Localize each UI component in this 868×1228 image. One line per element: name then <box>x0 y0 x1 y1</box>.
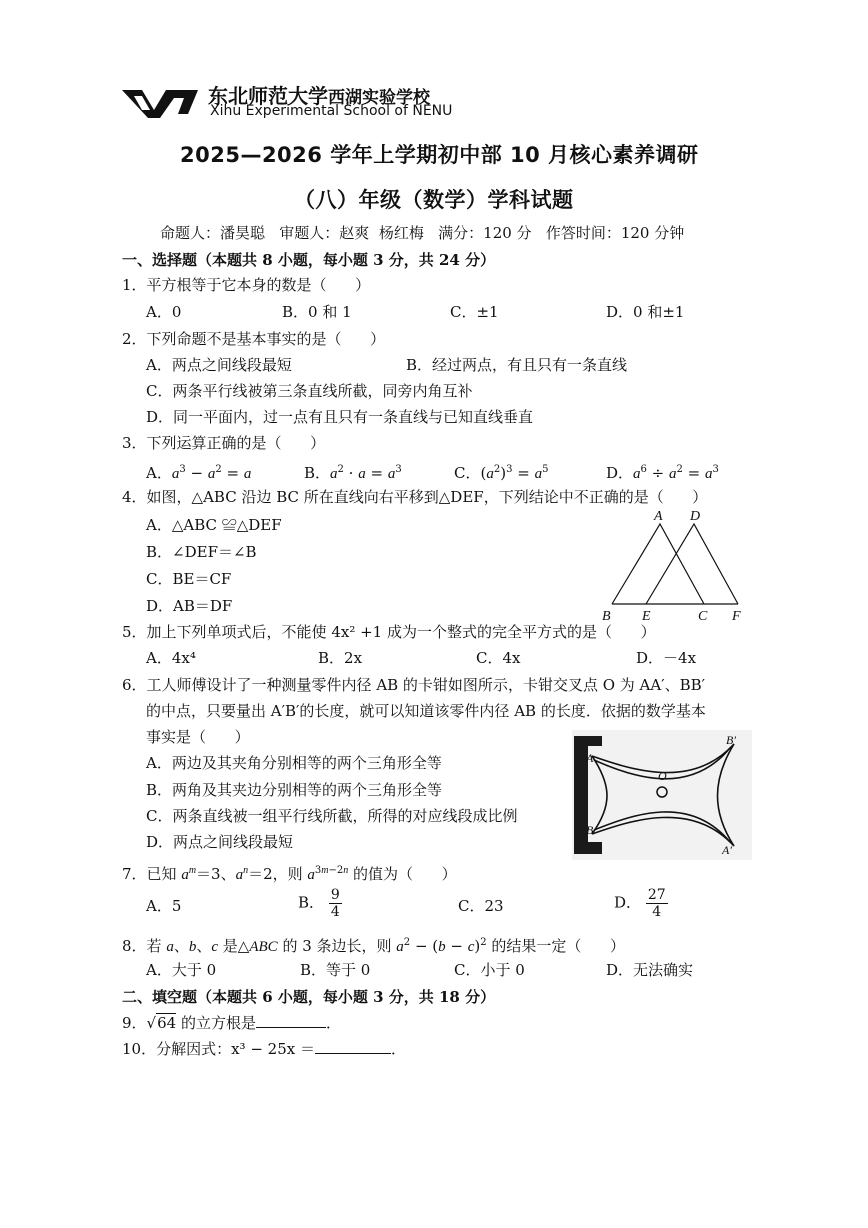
q5-option-a: A．4x⁴ <box>146 649 196 667</box>
q3-stem: 3．下列运算正确的是（ ） <box>122 434 326 452</box>
q8-option-c: C．小于 0 <box>454 961 525 979</box>
q8-option-b: B．等于 0 <box>300 961 371 979</box>
q9-answer-blank[interactable] <box>256 1013 326 1028</box>
q5-option-c: C．4x <box>476 649 521 667</box>
q6-option-c: C．两条直线被一组平行线所截，所得的对应线段成比例 <box>146 807 518 825</box>
q4-option-c: C．BE＝CF <box>146 570 232 588</box>
logo-mark-icon <box>120 80 200 120</box>
q10-text: 10．分解因式：x³ − 25x ＝ <box>122 1040 315 1058</box>
q7-b-fraction <box>329 887 342 920</box>
q1-option-b: B．0 和 1 <box>282 303 352 321</box>
q1-option-d: D．0 和±1 <box>606 303 685 321</box>
q6-stem-line2: 的中点，只要量出 A′B′的长度，就可以知道该零件内径 AB 的长度．依据的数学基本 <box>146 702 706 720</box>
section1-title: 一、选择题（本题共 8 小题，每小题 3 分，共 24 分） <box>122 251 496 269</box>
section2-title: 二、填空题（本题共 6 小题，每小题 3 分，共 18 分） <box>122 988 496 1006</box>
q7-option-b <box>298 887 342 920</box>
triangle-abc <box>612 524 704 604</box>
q9-radicand: 64 <box>157 1014 177 1032</box>
q8-stem: 8．若 a、b、c 是△ABC 的 3 条边长，则 $a^2 - (b - c)^2$ 的结果一定（ ） <box>122 937 626 955</box>
q9-end: ． <box>326 1014 342 1032</box>
q7-option-c: C．23 <box>458 897 504 915</box>
q2-stem: 2．下列命题不是基本事实的是（ ） <box>122 330 386 348</box>
q9-text: 的立方根是 <box>180 1014 256 1032</box>
q7-option-d <box>614 887 668 920</box>
q9-line <box>122 1013 341 1033</box>
q6-stem-line3: 事实是（ ） <box>146 728 250 746</box>
q3-option-d: D．$a^6 \div a^2 = a^3$ <box>606 464 719 482</box>
caliper-label-o: O <box>658 769 667 783</box>
q4-triangle-figure <box>598 508 758 628</box>
caliper-label-a: A <box>586 751 594 765</box>
label-e: E <box>642 609 651 624</box>
q6-option-b: B．两角及其夹边分别相等的两个三角形全等 <box>146 781 443 799</box>
q5-option-d: D．－4x <box>636 649 697 667</box>
q6-option-a: A．两边及其夹角分别相等的两个三角形全等 <box>146 754 442 772</box>
label-c: C <box>698 609 708 624</box>
q2-option-b: B．经过两点，有且只有一条直线 <box>406 356 628 374</box>
label-f: F <box>732 609 741 624</box>
exam-meta: 命题人：潘昊聪 审题人：赵爽 杨红梅 满分：120 分 作答时间：120 分钟 <box>160 224 685 242</box>
q7-stem: 7．已知 $a^m=3$、$a^n=2$，则 $a^{3m-2n}$ 的值为（ ） <box>122 865 457 883</box>
q1-option-c: C．±1 <box>450 303 499 321</box>
q7-d-fraction <box>646 887 668 920</box>
q4-option-d: D．AB＝DF <box>146 597 233 615</box>
q7-b-label: B． <box>298 893 325 912</box>
q10-line <box>122 1039 406 1059</box>
q4-option-b: B．∠DEF＝∠B <box>146 543 257 561</box>
q5-option-b: B．2x <box>318 649 363 667</box>
q3-option-b: B．$a^2 \cdot a = a^3$ <box>304 464 402 482</box>
q10-end: ． <box>390 1040 406 1058</box>
triangle-def <box>646 524 738 604</box>
q2-option-c: C．两条平行线被第三条直线所截，同旁内角互补 <box>146 382 473 400</box>
caliper-label-b: B <box>586 823 594 837</box>
part-background <box>572 730 752 860</box>
q7-d-num: 27 <box>647 887 666 903</box>
q7-option-a: A．5 <box>146 897 182 915</box>
q9-number: 9． <box>122 1014 147 1032</box>
q2-option-a: A．两点之间线段最短 <box>146 356 292 374</box>
q10-answer-blank[interactable] <box>315 1039 391 1054</box>
q8-option-a: A．大于 0 <box>146 961 217 979</box>
exam-title-line2: （八）年级（数学）学科试题 <box>294 188 574 212</box>
school-name-sub: 西湖实验学校 <box>328 88 430 108</box>
q2-option-d: D．同一平面内，过一点有且只有一条直线与已知直线垂直 <box>146 408 534 426</box>
q7-b-num: 9 <box>330 887 340 903</box>
q1-option-a: A．0 <box>146 303 182 321</box>
label-b: B <box>602 609 611 624</box>
label-a: A <box>654 509 663 524</box>
q6-option-d: D．两点之间线段最短 <box>146 833 294 851</box>
q3-option-a: A．$a^3 - a^2 = a$ <box>146 464 252 482</box>
q7-d-label: D． <box>614 893 642 912</box>
caliper-label-b-prime: B′ <box>726 733 736 747</box>
q7-d-den: 4 <box>652 904 662 920</box>
q6-caliper-figure <box>572 730 752 860</box>
q5-stem: 5．加上下列单项式后，不能使 4x² +1 成为一个整式的完全平方式的是（ ） <box>122 623 656 641</box>
q4-option-a: A．△ABC ≌△DEF <box>146 516 282 534</box>
exam-title-line1: 2025—2026 学年上学期初中部 10 月核心素养调研 <box>180 143 699 167</box>
q8-option-d: D．无法确实 <box>606 961 694 979</box>
school-name-main: 东北师范大学 <box>208 84 328 108</box>
q4-stem: 4．如图，△ABC 沿边 BC 所在直线向右平移到△DEF，下列结论中不正确的是（ ） <box>122 488 708 506</box>
q6-stem-line1: 6．工人师傅设计了一种测量零件内径 AB 的卡钳如图所示，卡钳交叉点 O 为 AA′、BB′ <box>122 676 706 694</box>
caliper-label-a-prime: A′ <box>722 843 732 857</box>
school-name-en: Xihu Experimental School of NENU <box>210 103 453 119</box>
q3-option-c: C．$(a^2)^3 = a^5$ <box>454 464 549 482</box>
label-d: D <box>690 509 701 524</box>
q1-stem: 1．平方根等于它本身的数是（ ） <box>122 276 371 294</box>
sqrt-icon: √ <box>146 1014 157 1032</box>
q7-b-den: 4 <box>330 904 340 920</box>
school-logo <box>120 80 200 120</box>
